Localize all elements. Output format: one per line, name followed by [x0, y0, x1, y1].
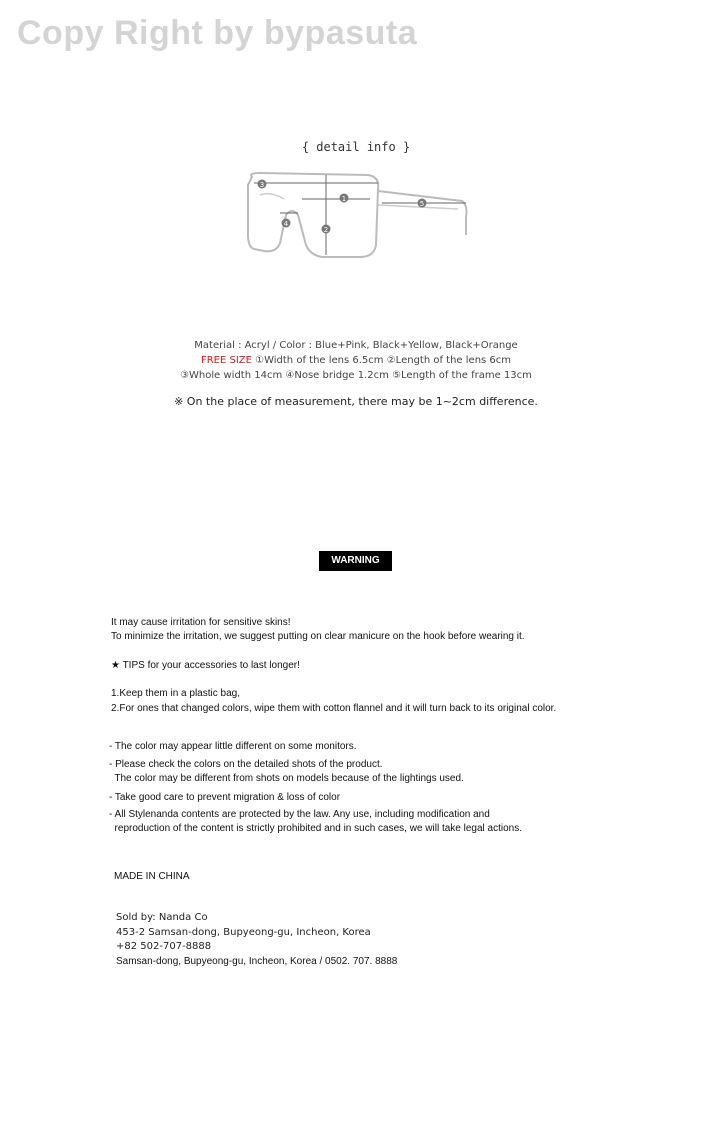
- diagram-marker-5: [418, 199, 427, 209]
- notice-line-3: The color may be different from shots on models because of the lightings used.: [109, 773, 464, 784]
- notice-line-6: reproduction of the content is strictly prohibited and in such cases, we will take legal actions.: [109, 823, 522, 834]
- warning-badge: WARNING: [319, 551, 392, 571]
- warning-line-2: To minimize the irritation, we suggest putting on clear manicure on the hook before wearing it.: [111, 631, 525, 642]
- measurement-note: ※ On the place of measurement, there may be 1~2cm difference.: [174, 395, 538, 408]
- seller-name: Sold by: Nanda Co: [116, 912, 208, 923]
- diagram-marker-4: [282, 219, 291, 229]
- notice-line-2: - Please check the colors on the detailed shots of the product.: [109, 759, 383, 770]
- spec-material-color: Material : Acryl / Color : Blue+Pink, Black+Yellow, Black+Orange: [194, 340, 518, 351]
- free-size-label: FREE SIZE: [200, 355, 252, 366]
- svg-text:2: 2: [323, 226, 329, 234]
- spec-lens-sizes: ①Width of the lens 6.5cm ②Length of the lens 6cm: [251, 355, 512, 366]
- svg-text:1: 1: [341, 195, 347, 203]
- care-step-1: 1.Keep them in a plastic bag,: [111, 688, 240, 699]
- seller-phone: +82 502-707-8888: [116, 941, 212, 952]
- warning-line-1: It may cause irritation for sensitive skins!: [111, 617, 291, 628]
- spec-size-line: [0, 355, 712, 366]
- notice-line-5: - All Stylenanda contents are protected by the law. Any use, including modification and: [109, 809, 490, 820]
- notice-line-4: - Take good care to prevent migration & loss of color: [109, 792, 341, 803]
- sunglasses-diagram: [240, 165, 480, 265]
- care-step-2: 2.For ones that changed colors, wipe them with cotton flannel and it will turn back to its original color.: [111, 703, 557, 714]
- svg-text:5: 5: [419, 200, 425, 208]
- tips-heading: ★ TIPS for your accessories to last longer!: [111, 660, 300, 671]
- watermark-text: Copy Right by bypasuta: [17, 14, 418, 52]
- diagram-marker-1: [340, 194, 349, 204]
- seller-address: 453-2 Samsan-dong, Bupyeong-gu, Incheon, Korea: [116, 927, 371, 938]
- svg-text:3: 3: [259, 181, 265, 189]
- svg-text:4: 4: [283, 220, 289, 228]
- seller-address-alt: Samsan-dong, Bupyeong-gu, Incheon, Korea / 0502. 707. 8888: [116, 956, 398, 967]
- detail-info-title: { detail info }: [301, 140, 411, 154]
- diagram-marker-2: [322, 225, 331, 235]
- spec-width-bridge-frame: ③Whole width 14cm ④Nose bridge 1.2cm ⑤Length of the frame 13cm: [180, 370, 532, 381]
- diagram-marker-3: [258, 180, 267, 190]
- notice-line-1: - The color may appear little different on some monitors.: [109, 741, 357, 752]
- made-in-label: MADE IN CHINA: [114, 871, 190, 882]
